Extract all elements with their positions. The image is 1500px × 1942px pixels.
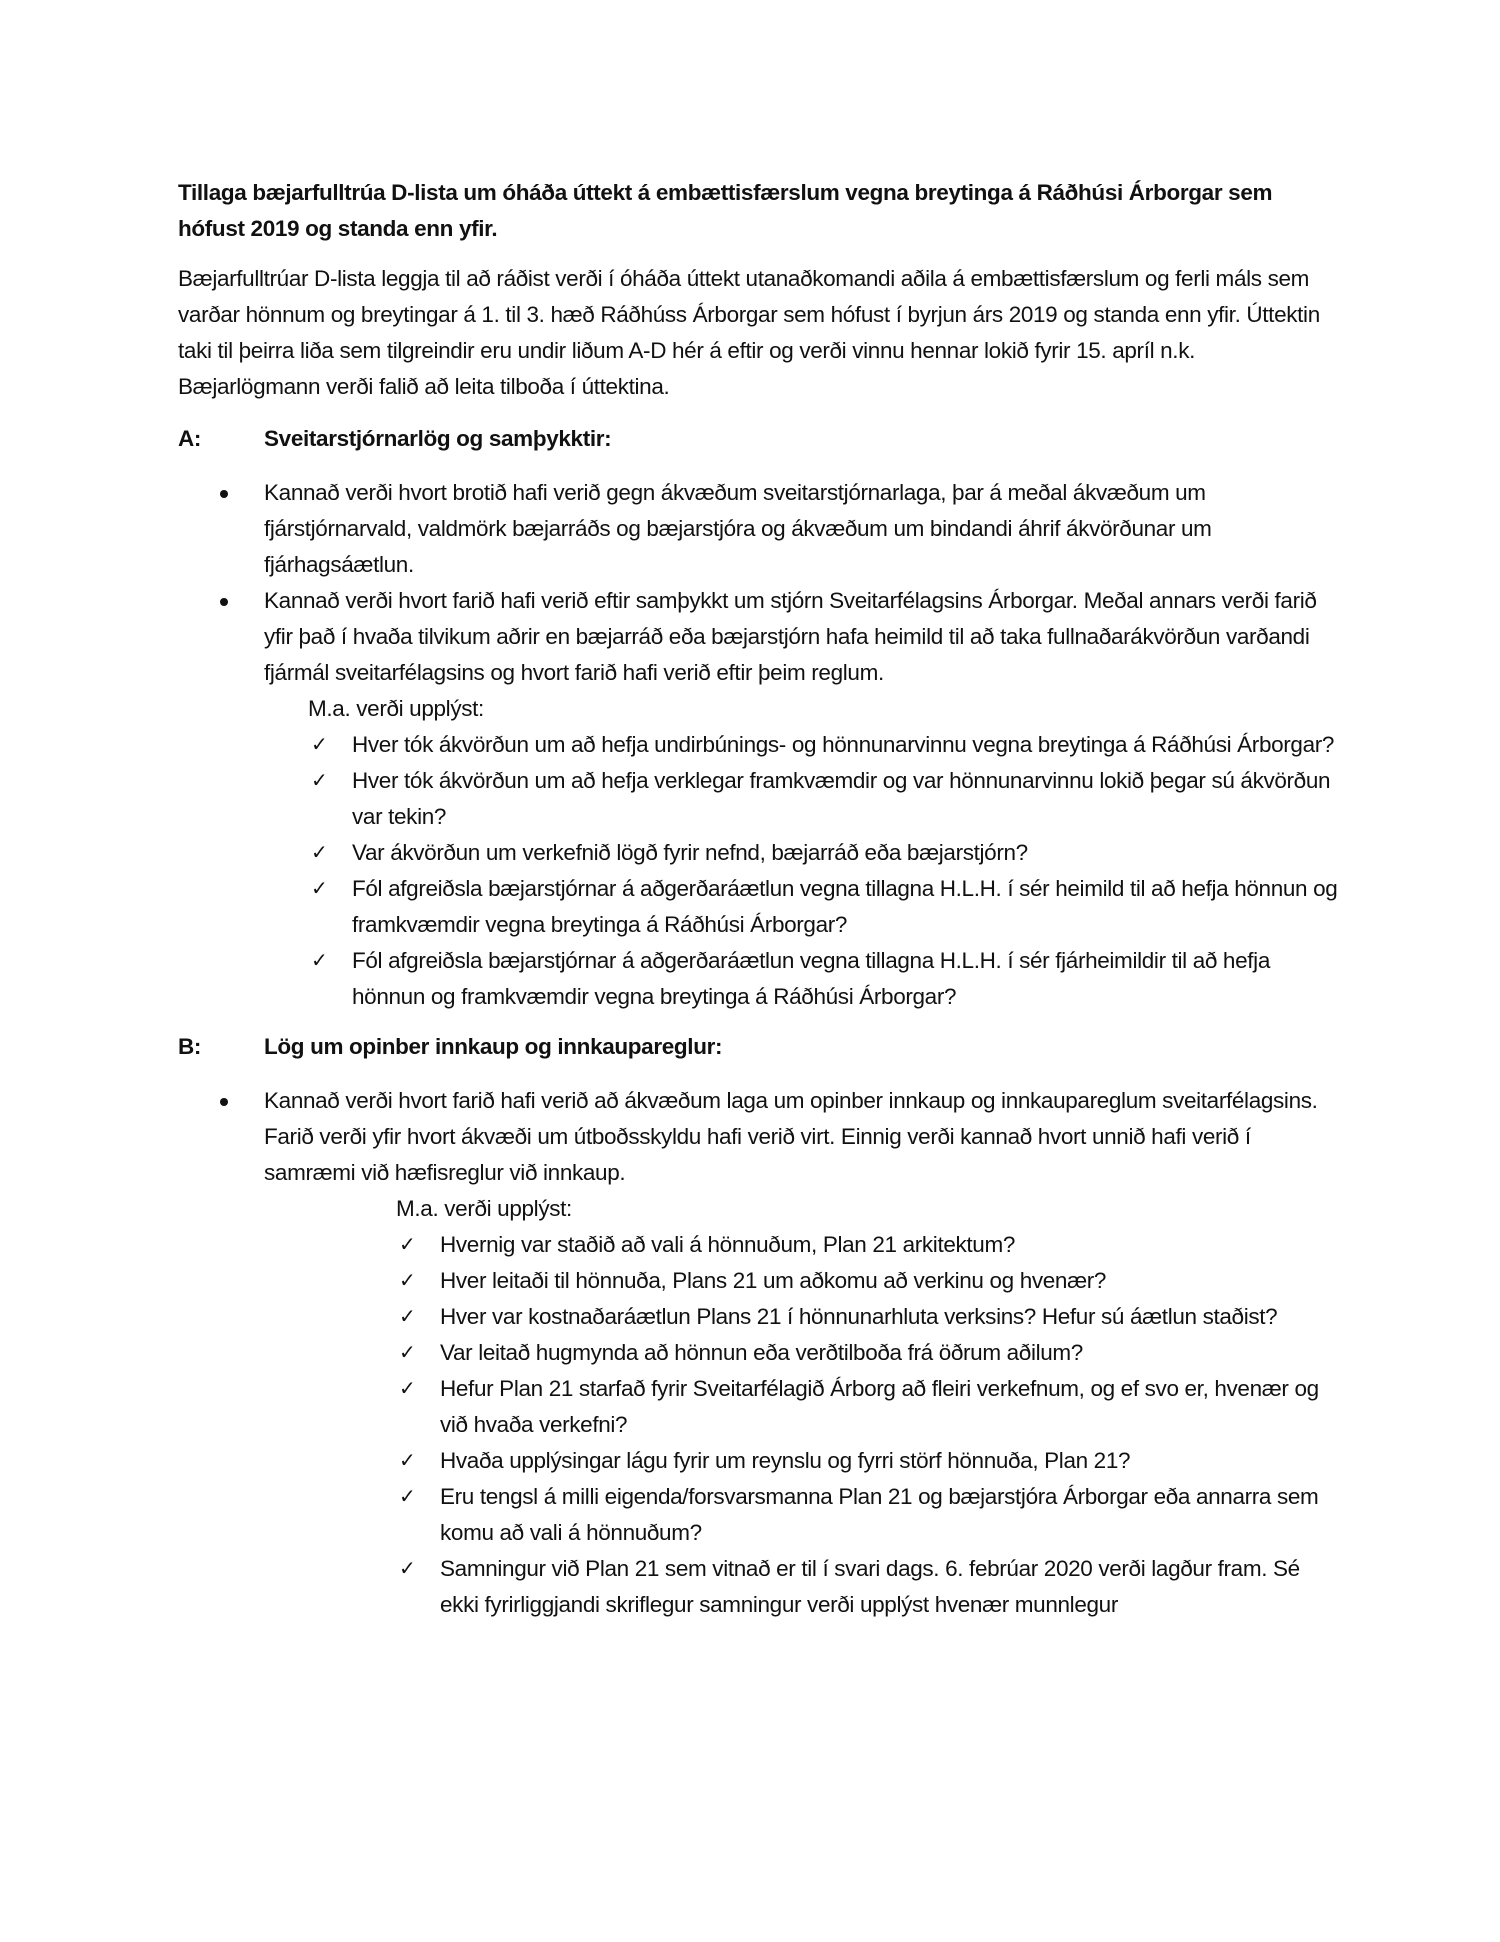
check-text: Var leitað hugmynda að hönnun eða verðtilboða frá öðrum aðilum? bbox=[440, 1340, 1083, 1365]
bullet-icon bbox=[220, 490, 228, 498]
bullet-icon bbox=[220, 1098, 228, 1106]
section-b-sublabel: M.a. verði upplýst: bbox=[396, 1196, 572, 1221]
spacer bbox=[178, 1015, 1338, 1029]
section-a-sublabel: M.a. verði upplýst: bbox=[308, 696, 484, 721]
section-a-check-2 bbox=[178, 763, 1338, 835]
checkmark-icon: ✓ bbox=[311, 734, 328, 756]
check-text: Var ákvörðun um verkefnið lögð fyrir nefnd, bæjarráð eða bæjarstjórn? bbox=[352, 840, 1028, 865]
section-a-check-3 bbox=[178, 835, 1338, 871]
checkmark-icon: ✓ bbox=[399, 1234, 416, 1256]
check-text: Hvernig var staðið að vali á hönnuðum, Plan 21 arkitektum? bbox=[440, 1232, 1016, 1257]
checkmark-icon: ✓ bbox=[311, 950, 328, 972]
document-title: Tillaga bæjarfulltrúa D-lista um óháða úttekt á embættisfærslum vegna breytinga á Ráðhúsi Árborgar sem hófust 2019 og standa enn yfir. bbox=[178, 180, 1273, 241]
section-b-title: Lög um opinber innkaup og innkaupareglur: bbox=[264, 1034, 723, 1059]
bullet-text: Kannað verði hvort brotið hafi verið gegn ákvæðum sveitarstjórnarlaga, þar á meðal ákvæðum um fjárstjórnarvald, valdmörk bæjarráðs og bæjarstjóra og ákvæðum um bindandi áhrif ákvörðunar um fjárhagsáætlun. bbox=[264, 480, 1212, 577]
check-text: Fól afgreiðsla bæjarstjórnar á aðgerðaráætlun vegna tillagna H.L.H. í sér heimild til að hefja hönnun og framkvæmdir vegna breytinga á Ráðhúsi Árborgar? bbox=[352, 876, 1338, 937]
check-text: Hver tók ákvörðun um að hefja verklegar framkvæmdir og var hönnunarvinnu lokið þegar sú ákvörðun var tekin? bbox=[352, 768, 1331, 829]
section-a-check-1 bbox=[178, 727, 1338, 763]
check-text: Eru tengsl á milli eigenda/forsvarsmanna Plan 21 og bæjarstjóra Árborgar eða annarra sem komu að vali á hönnuðum? bbox=[440, 1484, 1319, 1545]
checkmark-icon: ✓ bbox=[399, 1486, 416, 1508]
section-b-check-1 bbox=[178, 1227, 1338, 1263]
section-a-title: Sveitarstjórnarlög og samþykktir: bbox=[264, 426, 612, 451]
checkmark-icon: ✓ bbox=[311, 878, 328, 900]
checkmark-icon: ✓ bbox=[399, 1306, 416, 1328]
section-a-check-4 bbox=[178, 871, 1338, 943]
section-b-check-5 bbox=[178, 1371, 1338, 1443]
bullet-text: Kannað verði hvort farið hafi verið að ákvæðum laga um opinber innkaup og innkaupareglum sveitarfélagsins. Farið verði yfir hvort ákvæði um útboðsskyldu hafi verið virt. Einnig verði kannað hvort unnið hafi verið í samræmi við hæfisreglur við innkaup. bbox=[264, 1088, 1318, 1185]
check-text: Fól afgreiðsla bæjarstjórnar á aðgerðaráætlun vegna tillagna H.L.H. í sér fjárheimildir til að hefja hönnun og framkvæmdir vegna breytinga á Ráðhúsi Árborgar? bbox=[352, 948, 1270, 1009]
section-b-check-8 bbox=[178, 1551, 1338, 1623]
checkmark-icon: ✓ bbox=[311, 770, 328, 792]
section-b-check-4 bbox=[178, 1335, 1338, 1371]
check-text: Hver leitaði til hönnuða, Plans 21 um aðkomu að verkinu og hvenær? bbox=[440, 1268, 1107, 1293]
checkmark-icon: ✓ bbox=[399, 1270, 416, 1292]
section-a-bullet-1 bbox=[178, 475, 1338, 583]
checkmark-icon: ✓ bbox=[399, 1378, 416, 1400]
bullet-text: Kannað verði hvort farið hafi verið eftir samþykkt um stjórn Sveitarfélagsins Árborgar. Meðal annars verði farið yfir það í hvaða tilvikum aðrir en bæjarráð eða bæjarstjórn hafa heimild til að taka fullnaðarákvörðun varðandi fjármál sveitarfélagsins og hvort farið hafi verið eftir þeim reglum. bbox=[264, 588, 1317, 685]
checkmark-icon: ✓ bbox=[399, 1558, 416, 1580]
bullet-icon bbox=[220, 598, 228, 606]
section-b-heading bbox=[178, 1029, 1338, 1065]
check-text: Samningur við Plan 21 sem vitnað er til í svari dags. 6. febrúar 2020 verði lagður fram. Sé ekki fyrirliggjandi skriflegur samningur verði upplýst hvenær munnlegur bbox=[440, 1556, 1300, 1617]
section-b-letter: B: bbox=[178, 1034, 202, 1059]
section-a-bullet-2 bbox=[178, 583, 1338, 691]
check-text: Hvaða upplýsingar lágu fyrir um reynslu og fyrri störf hönnuða, Plan 21? bbox=[440, 1448, 1131, 1473]
check-text: Hver tók ákvörðun um að hefja undirbúnings- og hönnunarvinnu vegna breytinga á Ráðhúsi Árborgar? bbox=[352, 732, 1335, 757]
check-text: Hver var kostnaðaráætlun Plans 21 í hönnunarhluta verksins? Hefur sú áætlun staðist? bbox=[440, 1304, 1278, 1329]
section-b-check-2 bbox=[178, 1263, 1338, 1299]
checkmark-icon: ✓ bbox=[311, 842, 328, 864]
check-text: Hefur Plan 21 starfað fyrir Sveitarfélagið Árborg að fleiri verkefnum, og ef svo er, hvenær og við hvaða verkefni? bbox=[440, 1376, 1319, 1437]
document-body bbox=[178, 175, 1338, 1623]
section-b-bullet-1 bbox=[178, 1083, 1338, 1191]
section-b-check-6 bbox=[178, 1443, 1338, 1479]
section-a-heading bbox=[178, 421, 1338, 457]
section-a-check-5 bbox=[178, 943, 1338, 1015]
intro-paragraph: Bæjarfulltrúar D-lista leggja til að ráðist verði í óháða úttekt utanaðkomandi aðila á embættisfærslum og ferli máls sem varðar hönnum og breytingar á 1. til 3. hæð Ráðhúss Árborgar sem hófust í byrjun árs 2019 og standa enn yfir. Úttektin taki til þeirra liða sem tilgreindir eru undir liðum A-D hér á eftir og verði vinnu hennar lokið fyrir 15. apríl n.k. Bæjarlögmann verði falið að leita tilboða í úttektina. bbox=[178, 266, 1320, 399]
checkmark-icon: ✓ bbox=[399, 1342, 416, 1364]
section-b-check-7 bbox=[178, 1479, 1338, 1551]
checkmark-icon: ✓ bbox=[399, 1450, 416, 1472]
section-a-letter: A: bbox=[178, 426, 202, 451]
section-b-check-3 bbox=[178, 1299, 1338, 1335]
